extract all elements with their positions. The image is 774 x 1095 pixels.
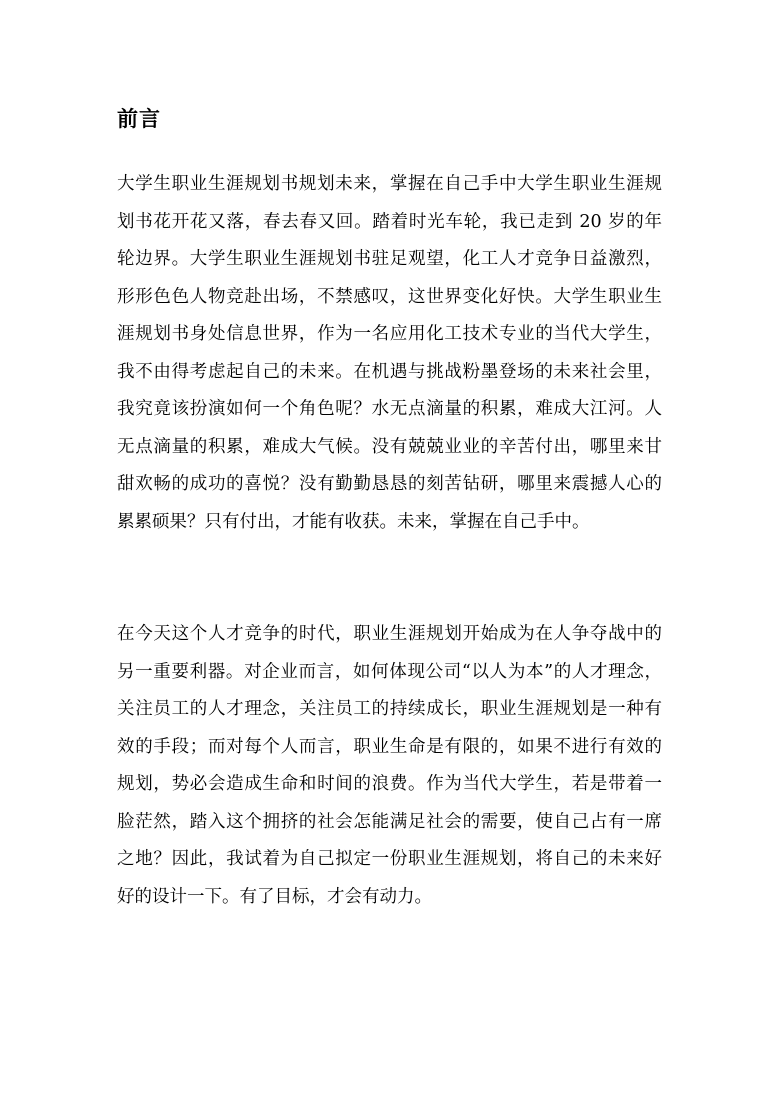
paragraph-line: 我究竟该扮演如何一个角色呢？水无点滴量的积累，难成大江河。人 [117, 399, 662, 419]
paragraph-line: 划书花开花又落，春去春又回。踏着时光车轮，我已走到 20 岁的年 [117, 211, 662, 232]
paragraph-line: 大学生职业生涯规划书规划未来，掌握在自己手中大学生职业生涯规 [117, 174, 662, 194]
paragraph-line: 在今天这个人才竞争的时代，职业生涯规划开始成为在人争夺战中的 [117, 624, 662, 644]
paragraph-line: 我不由得考虑起自己的未来。在机遇与挑战粉墨登场的未来社会里， [117, 361, 662, 382]
paragraph-line: 涯规划书身处信息世界，作为一名应用化工技术专业的当代大学生， [117, 324, 662, 344]
paragraph-line: 甜欢畅的成功的喜悦？没有勤勤恳恳的刻苦钻研，哪里来震撼人心的 [117, 474, 662, 494]
page-title: 前言 [117, 106, 161, 131]
paragraph-1 [117, 166, 662, 541]
paragraph-line: 形形色色人物竞赴出场，不禁感叹，这世界变化好快。大学生职业生 [117, 286, 662, 307]
paragraph-line: 之地？因此，我试着为自己拟定一份职业生涯规划，将自己的未来好 [117, 849, 662, 869]
paragraph-line: 无点滴量的积累，难成大气候。没有兢兢业业的辛苦付出，哪里来甘 [117, 436, 662, 457]
paragraph-2 [117, 616, 662, 916]
paragraph-line: 规划，势必会造成生命和时间的浪费。作为当代大学生，若是带着一 [117, 774, 662, 794]
paragraph-line: 累累硕果？只有付出，才能有收获。未来，掌握在自己手中。 [117, 511, 590, 532]
paragraph-line: 关注员工的人才理念，关注员工的持续成长，职业生涯规划是一种有 [117, 699, 662, 719]
paragraph-line: 好的设计一下。有了目标，才会有动力。 [117, 886, 432, 907]
paragraph-line: 脸茫然，踏入这个拥挤的社会怎能满足社会的需要，使自己占有一席 [117, 811, 662, 832]
paragraph-line: 另一重要利器。对企业而言，如何体现公司“以人为本”的人才理念， [117, 661, 662, 682]
paragraph-line: 效的手段；而对每个人而言，职业生命是有限的，如果不进行有效的 [117, 736, 662, 757]
paragraph-line: 轮边界。大学生职业生涯规划书驻足观望，化工人才竞争日益激烈， [117, 249, 662, 269]
